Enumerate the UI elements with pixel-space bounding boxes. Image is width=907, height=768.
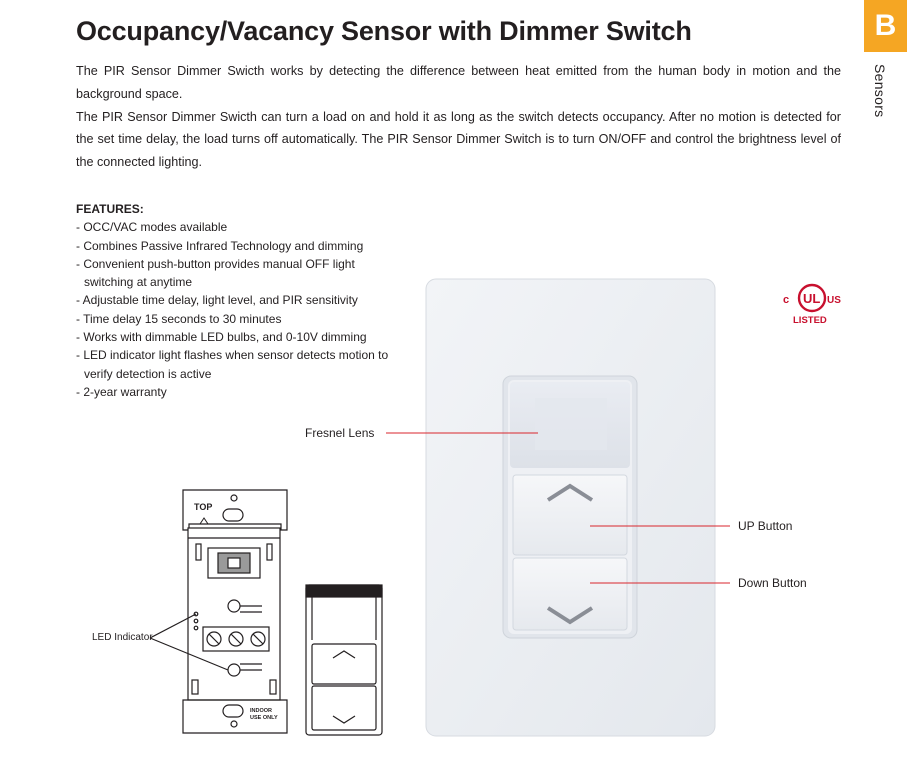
feature-item: - Convenient push-button provides manual OFF light switching at anytime — [76, 256, 355, 290]
ul-us-text: US — [827, 295, 841, 306]
feature-item: - OCC/VAC modes available — [76, 220, 228, 235]
intro-paragraph-1: The PIR Sensor Dimmer Swicth works by detecting the difference between heat emitted from the human body in motion and the background space. — [76, 64, 841, 101]
ul-c-text: c — [783, 294, 790, 306]
top-label: TOP — [194, 502, 213, 512]
switch-face-drawing — [306, 585, 382, 735]
feature-item: - Combines Passive Infrared Technology and dimming — [76, 238, 364, 253]
features-heading: FEATURES: — [76, 202, 144, 216]
feature-item: - LED indicator light flashes when sensor detects motion to verify detection is active — [76, 348, 389, 381]
feature-item: - Works with dimmable LED bulbs, and 0-10V dimming — [76, 330, 367, 345]
feature-item: - 2-year warranty — [76, 384, 167, 399]
feature-item: - Time delay 15 seconds to 30 minutes — [76, 311, 282, 326]
up-button-label: UP Button — [738, 519, 793, 533]
up-button[interactable] — [513, 475, 627, 555]
down-button-label: Down Button — [738, 576, 807, 590]
section-side-label: Sensors — [872, 64, 888, 118]
top-arrow-icon — [200, 518, 208, 524]
indoor-label-2: USE ONLY — [250, 715, 278, 721]
feature-item: - Adjustable time delay, light level, and PIR sensitivity — [76, 293, 358, 308]
indoor-label-1: INDOOR — [250, 708, 272, 714]
section-tab: B — [864, 0, 907, 52]
fresnel-lens-label: Fresnel Lens — [305, 426, 375, 440]
switch-line-drawing — [150, 490, 287, 733]
ul-ul-text: UL — [803, 291, 821, 306]
ul-listed-text: LISTED — [793, 315, 827, 326]
fresnel-lens — [510, 382, 630, 468]
page-title: Occupancy/Vacancy Sensor with Dimmer Switch — [76, 16, 692, 46]
intro-paragraph-2: The PIR Sensor Dimmer Swicth can turn a load on and hold it as long as the switch detects occupancy. After no motion is detected for the set time delay, the load turns off automatically. The PIR Sensor Dimmer Switch is to turn ON/OFF and control the brightness level of the connected lighting. — [76, 109, 841, 170]
down-button[interactable] — [513, 558, 627, 630]
led-indicator-label: LED Indicator — [92, 632, 153, 643]
